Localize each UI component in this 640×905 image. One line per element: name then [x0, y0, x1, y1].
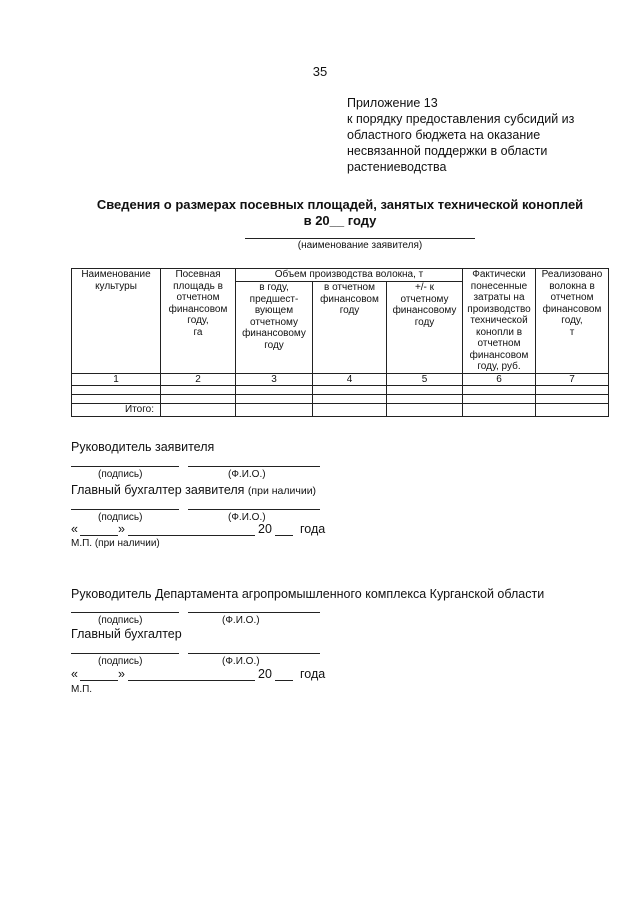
fio-caption: (Ф.И.О.) — [222, 656, 260, 667]
fio-caption: (Ф.И.О.) — [228, 469, 266, 480]
applicant-accountant-label: Главный бухгалтер заявителя (при наличии) — [71, 483, 317, 497]
date-open-quote: « — [71, 522, 78, 536]
department-head-label: Руководитель Департамента агропромышленного комплекса Курганской области — [71, 587, 545, 601]
column-number: 7 — [536, 373, 609, 386]
accountant-note: (при наличии) — [247, 485, 317, 497]
appendix-header — [347, 95, 627, 175]
total-row — [72, 404, 609, 417]
signature-caption: (подпись) — [98, 615, 143, 626]
title-line: Сведения о размерах посевных площадей, занятых технической коноплей — [96, 197, 584, 212]
document-title — [60, 197, 620, 229]
fio-caption: (Ф.И.О.) — [222, 615, 260, 626]
date-close-quote: » — [118, 522, 125, 536]
data-table — [71, 268, 609, 417]
signature-caption: (подпись) — [98, 469, 143, 480]
column-number: 3 — [236, 373, 313, 386]
column-number: 2 — [161, 373, 236, 386]
fio-line — [188, 466, 320, 467]
column-number: 4 — [313, 373, 387, 386]
year-prefix: 20 — [258, 522, 272, 536]
stamp-note: М.П. (при наличии) — [71, 538, 160, 549]
date-day-line — [80, 535, 118, 536]
year-suffix: года — [300, 667, 326, 681]
appendix-line: Приложение 13 — [347, 96, 438, 110]
signature-line — [71, 653, 179, 654]
appendix-line: областного бюджета на оказание — [347, 128, 541, 142]
fio-line — [188, 612, 320, 613]
table-row — [72, 395, 609, 404]
header-change: +/- к отчетному финансовому году — [387, 282, 463, 374]
header-previous-year: в году, предшест- вующем отчетному финансовому году — [236, 282, 313, 374]
year-line — [275, 680, 293, 681]
signature-line — [71, 612, 179, 613]
date-month-line — [128, 680, 255, 681]
date-close-quote: » — [118, 667, 125, 681]
header-actual-costs: Фактически понесенные затраты на производство технической конопли в отчетном финансовом году, руб. — [463, 269, 536, 374]
year-suffix: года — [300, 522, 326, 536]
appendix-line: несвязанной поддержки в области — [347, 144, 548, 158]
signature-line — [71, 509, 179, 510]
header-sown-area: Посевная площадь в отчетном финансовом году, га — [161, 269, 236, 374]
column-number: 6 — [463, 373, 536, 386]
signature-caption: (подпись) — [98, 656, 143, 667]
header-fiber-sold: Реализовано волокна в отчетном финансовом году, т — [536, 269, 609, 374]
stamp-note: М.П. — [71, 684, 93, 695]
header-crop-name: Наименование культуры — [72, 269, 161, 374]
title-line: в 20__ году — [303, 213, 377, 228]
page-number: 35 — [312, 64, 328, 79]
signature-line — [71, 466, 179, 467]
column-numbers-row — [72, 373, 609, 386]
fio-line — [188, 509, 320, 510]
applicant-caption: (наименование заявителя) — [297, 240, 423, 251]
header-reporting-year: в отчетном финансовом году — [313, 282, 387, 374]
applicant-name-line — [245, 238, 475, 239]
table-row — [72, 386, 609, 395]
year-line — [275, 535, 293, 536]
applicant-head-label: Руководитель заявителя — [71, 440, 215, 454]
date-open-quote: « — [71, 667, 78, 681]
column-number: 5 — [387, 373, 463, 386]
fio-line — [188, 653, 320, 654]
column-number: 1 — [72, 373, 161, 386]
appendix-line: растениеводства — [347, 160, 447, 174]
date-day-line — [80, 680, 118, 681]
signature-caption: (подпись) — [98, 512, 143, 523]
total-label: Итого: — [72, 404, 161, 417]
date-month-line — [128, 535, 255, 536]
department-accountant-label: Главный бухгалтер — [71, 627, 182, 641]
appendix-line: к порядку предоставления субсидий из — [347, 112, 575, 126]
fio-caption: (Ф.И.О.) — [228, 512, 266, 523]
year-prefix: 20 — [258, 667, 272, 681]
header-fiber-volume-group: Объем производства волокна, т — [236, 269, 463, 282]
